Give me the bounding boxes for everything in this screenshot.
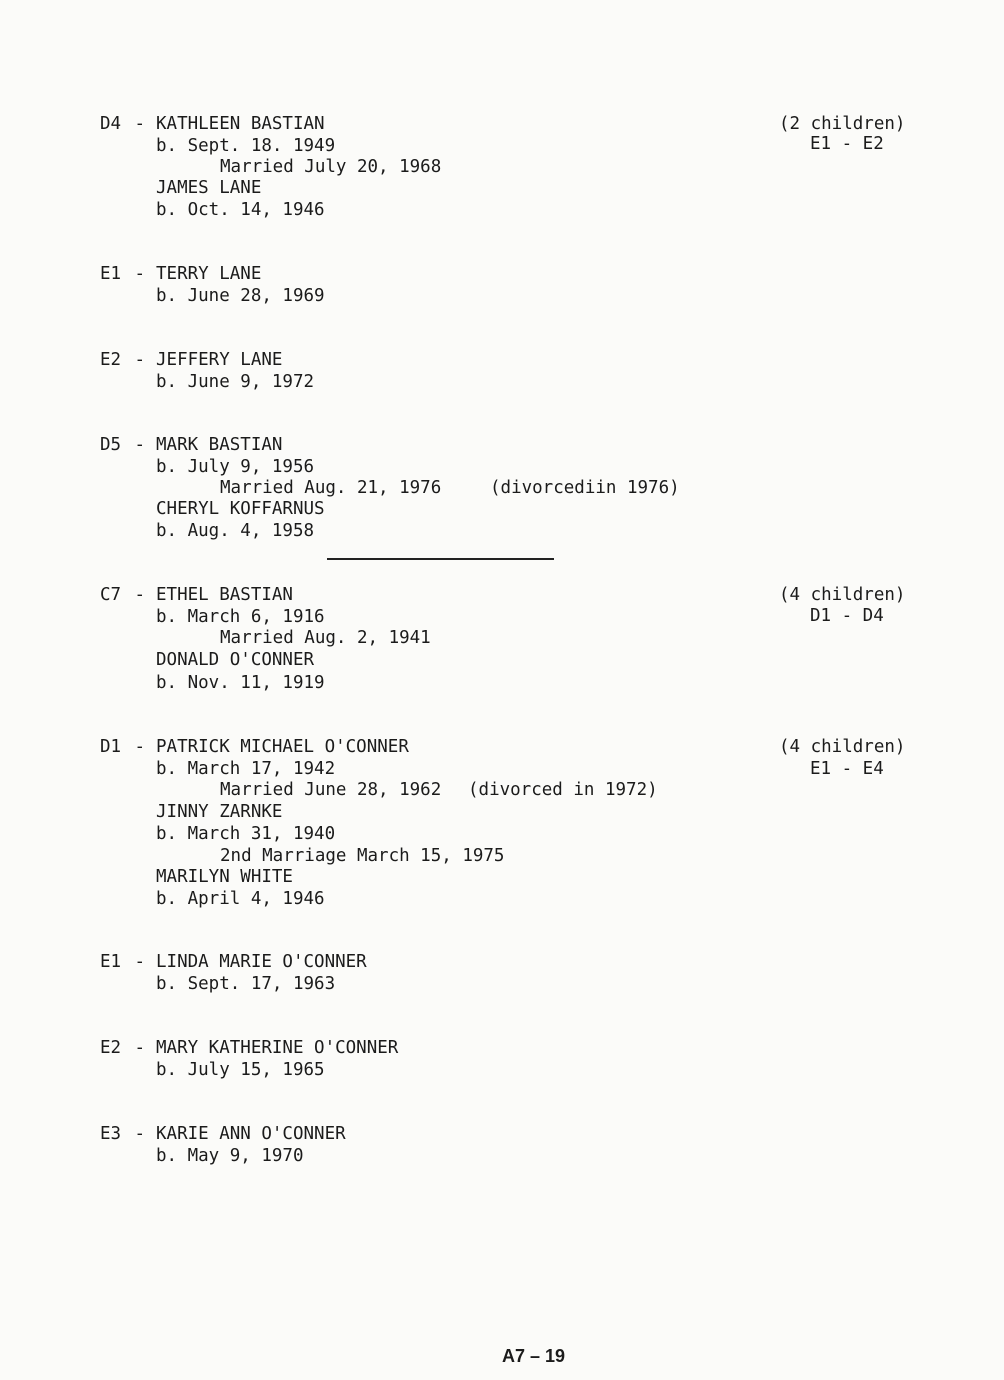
entry-separator: - bbox=[124, 114, 156, 134]
birth-date: b. June 9, 1972 bbox=[156, 372, 315, 392]
marriage-date: Married Aug. 21, 1976 bbox=[220, 478, 442, 498]
entry-code: E2 bbox=[100, 1038, 122, 1058]
entry-name: JEFFERY LANE bbox=[156, 350, 283, 370]
entry-separator: - bbox=[124, 1124, 156, 1144]
children-count: (2 children) bbox=[779, 114, 906, 134]
entry-code: D1 bbox=[100, 737, 122, 757]
entry-separator: - bbox=[124, 737, 156, 757]
birth-date: b. July 9, 1956 bbox=[156, 457, 315, 477]
spouse-name: JAMES LANE bbox=[156, 178, 262, 198]
spouse-name: CHERYL KOFFARNUS bbox=[156, 499, 325, 519]
entry-code: E1 bbox=[100, 952, 122, 972]
marriage-date: Married June 28, 1962 bbox=[220, 780, 442, 800]
children-range: E1 - E2 bbox=[810, 134, 884, 154]
spouse-birth-date: b. March 31, 1940 bbox=[156, 824, 336, 844]
birth-date: b. June 28, 1969 bbox=[156, 286, 325, 306]
entry-separator: - bbox=[124, 1038, 156, 1058]
entry-name: TERRY LANE bbox=[156, 264, 262, 284]
entry-code: E1 bbox=[100, 264, 122, 284]
second-spouse-name: MARILYN WHITE bbox=[156, 867, 293, 887]
entry-separator: - bbox=[124, 952, 156, 972]
divorce-note: (divorced in 1972) bbox=[468, 780, 658, 800]
entry-separator: - bbox=[124, 585, 156, 605]
second-spouse-birth-date: b. April 4, 1946 bbox=[156, 889, 325, 909]
entry-name: PATRICK MICHAEL O'CONNER bbox=[156, 737, 409, 757]
entry-name: KATHLEEN BASTIAN bbox=[156, 114, 325, 134]
birth-date: b. March 17, 1942 bbox=[156, 759, 336, 779]
spouse-birth-date: b. Oct. 14, 1946 bbox=[156, 200, 325, 220]
spouse-name: DONALD O'CONNER bbox=[156, 650, 315, 670]
spouse-name: JINNY ZARNKE bbox=[156, 802, 283, 822]
children-count: (4 children) bbox=[779, 737, 906, 757]
children-count: (4 children) bbox=[779, 585, 906, 605]
spouse-birth-date: b. Aug. 4, 1958 bbox=[156, 521, 315, 541]
entry-code: C7 bbox=[100, 585, 122, 605]
children-range: E1 - E4 bbox=[810, 759, 884, 779]
entry-code: D5 bbox=[100, 435, 122, 455]
entry-name: MARY KATHERINE O'CONNER bbox=[156, 1038, 399, 1058]
second-marriage-date: 2nd Marriage March 15, 1975 bbox=[220, 846, 505, 866]
marriage-date: Married Aug. 2, 1941 bbox=[220, 628, 431, 648]
entry-name: KARIE ANN O'CONNER bbox=[156, 1124, 346, 1144]
divorce-note: (divorcediin 1976) bbox=[490, 478, 680, 498]
page-number: A7 – 19 bbox=[502, 1346, 566, 1366]
entry-name: LINDA MARIE O'CONNER bbox=[156, 952, 367, 972]
entry-separator: - bbox=[124, 350, 156, 370]
section-divider bbox=[327, 558, 554, 560]
entry-separator: - bbox=[124, 435, 156, 455]
birth-date: b. July 15, 1965 bbox=[156, 1060, 325, 1080]
entry-code: D4 bbox=[100, 114, 122, 134]
birth-date: b. March 6, 1916 bbox=[156, 607, 325, 627]
birth-date: b. May 9, 1970 bbox=[156, 1146, 304, 1166]
marriage-date: Married July 20, 1968 bbox=[220, 157, 442, 177]
children-range: D1 - D4 bbox=[810, 606, 884, 626]
entry-name: MARK BASTIAN bbox=[156, 435, 283, 455]
spouse-birth-date: b. Nov. 11, 1919 bbox=[156, 673, 325, 693]
entry-code: E3 bbox=[100, 1124, 122, 1144]
entry-name: ETHEL BASTIAN bbox=[156, 585, 293, 605]
birth-date: b. Sept. 18. 1949 bbox=[156, 136, 336, 156]
birth-date: b. Sept. 17, 1963 bbox=[156, 974, 336, 994]
entry-separator: - bbox=[124, 264, 156, 284]
entry-code: E2 bbox=[100, 350, 122, 370]
